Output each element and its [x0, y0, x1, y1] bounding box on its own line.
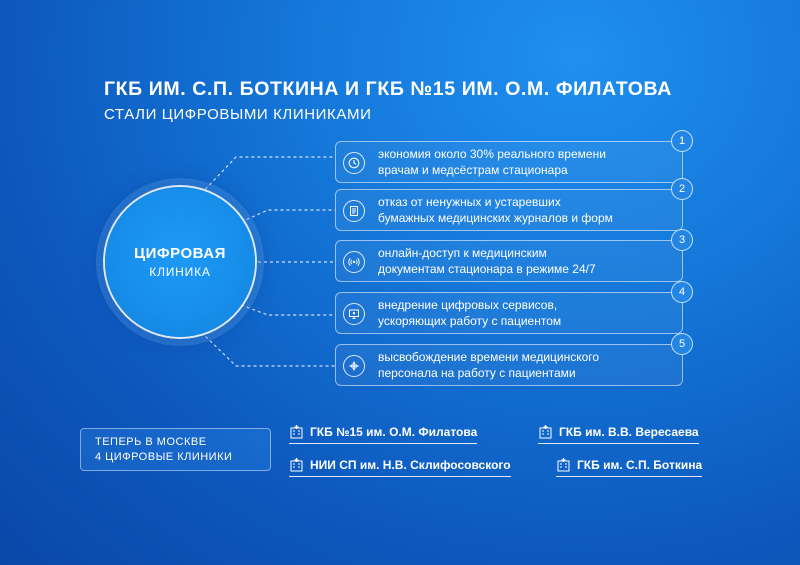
clock-icon	[343, 152, 365, 174]
circle-subtitle: КЛИНИКА	[149, 265, 211, 279]
page-subtitle: СТАЛИ ЦИФРОВЫМИ КЛИНИКАМИ	[104, 106, 372, 123]
connector-5	[197, 328, 335, 366]
signal-icon	[343, 251, 365, 273]
hospital-icon	[556, 457, 571, 472]
circle-title: ЦИФРОВАЯ	[134, 245, 226, 262]
connector-4	[241, 305, 335, 315]
benefit-4-line2: ускоряющих работу с пациентом	[378, 314, 562, 328]
benefit-text-4	[378, 297, 668, 329]
benefit-number-3: 3	[671, 229, 693, 251]
benefit-number-2: 2	[671, 178, 693, 200]
hospital-icon	[538, 424, 553, 439]
benefit-card-1	[335, 135, 686, 183]
footer-line-2: 4 ЦИФРОВЫЕ КЛИНИКИ	[95, 450, 233, 463]
benefit-4-line1: внедрение цифровых сервисов,	[378, 298, 558, 312]
document-icon	[343, 200, 365, 222]
benefit-number-1: 1	[671, 130, 693, 152]
benefit-1-line1: экономия около 30% реального времени	[378, 147, 606, 161]
benefit-text-5	[378, 349, 668, 381]
benefit-number-4: 4	[671, 281, 693, 303]
clinic-link-veresaeva[interactable]	[538, 424, 699, 444]
benefit-card-3	[335, 234, 686, 282]
benefit-1-line2: врачам и медсёстрам стационара	[378, 163, 568, 177]
benefit-number-5: 5	[671, 333, 693, 355]
clinic-link-sklifosovsky[interactable]	[289, 457, 511, 477]
hospital-icon	[289, 457, 304, 472]
footer-line-1: ТЕПЕРЬ В МОСКВЕ	[95, 435, 207, 448]
monitor-icon	[343, 303, 365, 325]
benefit-5-line2: персонала на работу с пациентами	[378, 366, 576, 380]
benefit-card-5	[335, 338, 686, 386]
benefit-2-line2: бумажных медицинских журналов и форм	[378, 211, 613, 225]
clinic-name-sklifosovsky: НИИ СП им. Н.В. Склифосовского	[310, 457, 511, 472]
benefit-text-1	[378, 146, 668, 178]
medical-icon	[343, 355, 365, 377]
benefit-3-line1: онлайн-доступ к медицинским	[378, 246, 547, 260]
benefit-card-4	[335, 286, 686, 334]
clinic-link-botkina[interactable]	[556, 457, 702, 477]
connector-1	[197, 157, 335, 198]
connector-2	[241, 210, 335, 222]
benefit-text-3	[378, 245, 668, 277]
digital-clinics-count-box	[80, 428, 271, 471]
benefit-5-line1: высвобождение времени медицинского	[378, 350, 600, 364]
benefit-3-line2: документам стационара в режиме 24/7	[378, 262, 596, 276]
benefit-text-2	[378, 194, 668, 226]
clinic-name-filatova: ГКБ №15 им. О.М. Филатова	[310, 424, 478, 439]
hospital-icon	[289, 424, 304, 439]
clinic-link-filatova[interactable]	[289, 424, 477, 444]
page-title: ГКБ ИМ. С.П. БОТКИНА И ГКБ №15 ИМ. О.М. ФИЛАТОВА	[104, 78, 672, 100]
clinic-name-botkina: ГКБ им. С.П. Боткина	[577, 457, 703, 472]
digital-clinic-circle	[105, 187, 255, 337]
benefit-2-line1: отказ от ненужных и устаревших	[378, 195, 561, 209]
clinic-name-veresaeva: ГКБ им. В.В. Вересаева	[559, 424, 699, 439]
benefit-card-2	[335, 183, 686, 231]
